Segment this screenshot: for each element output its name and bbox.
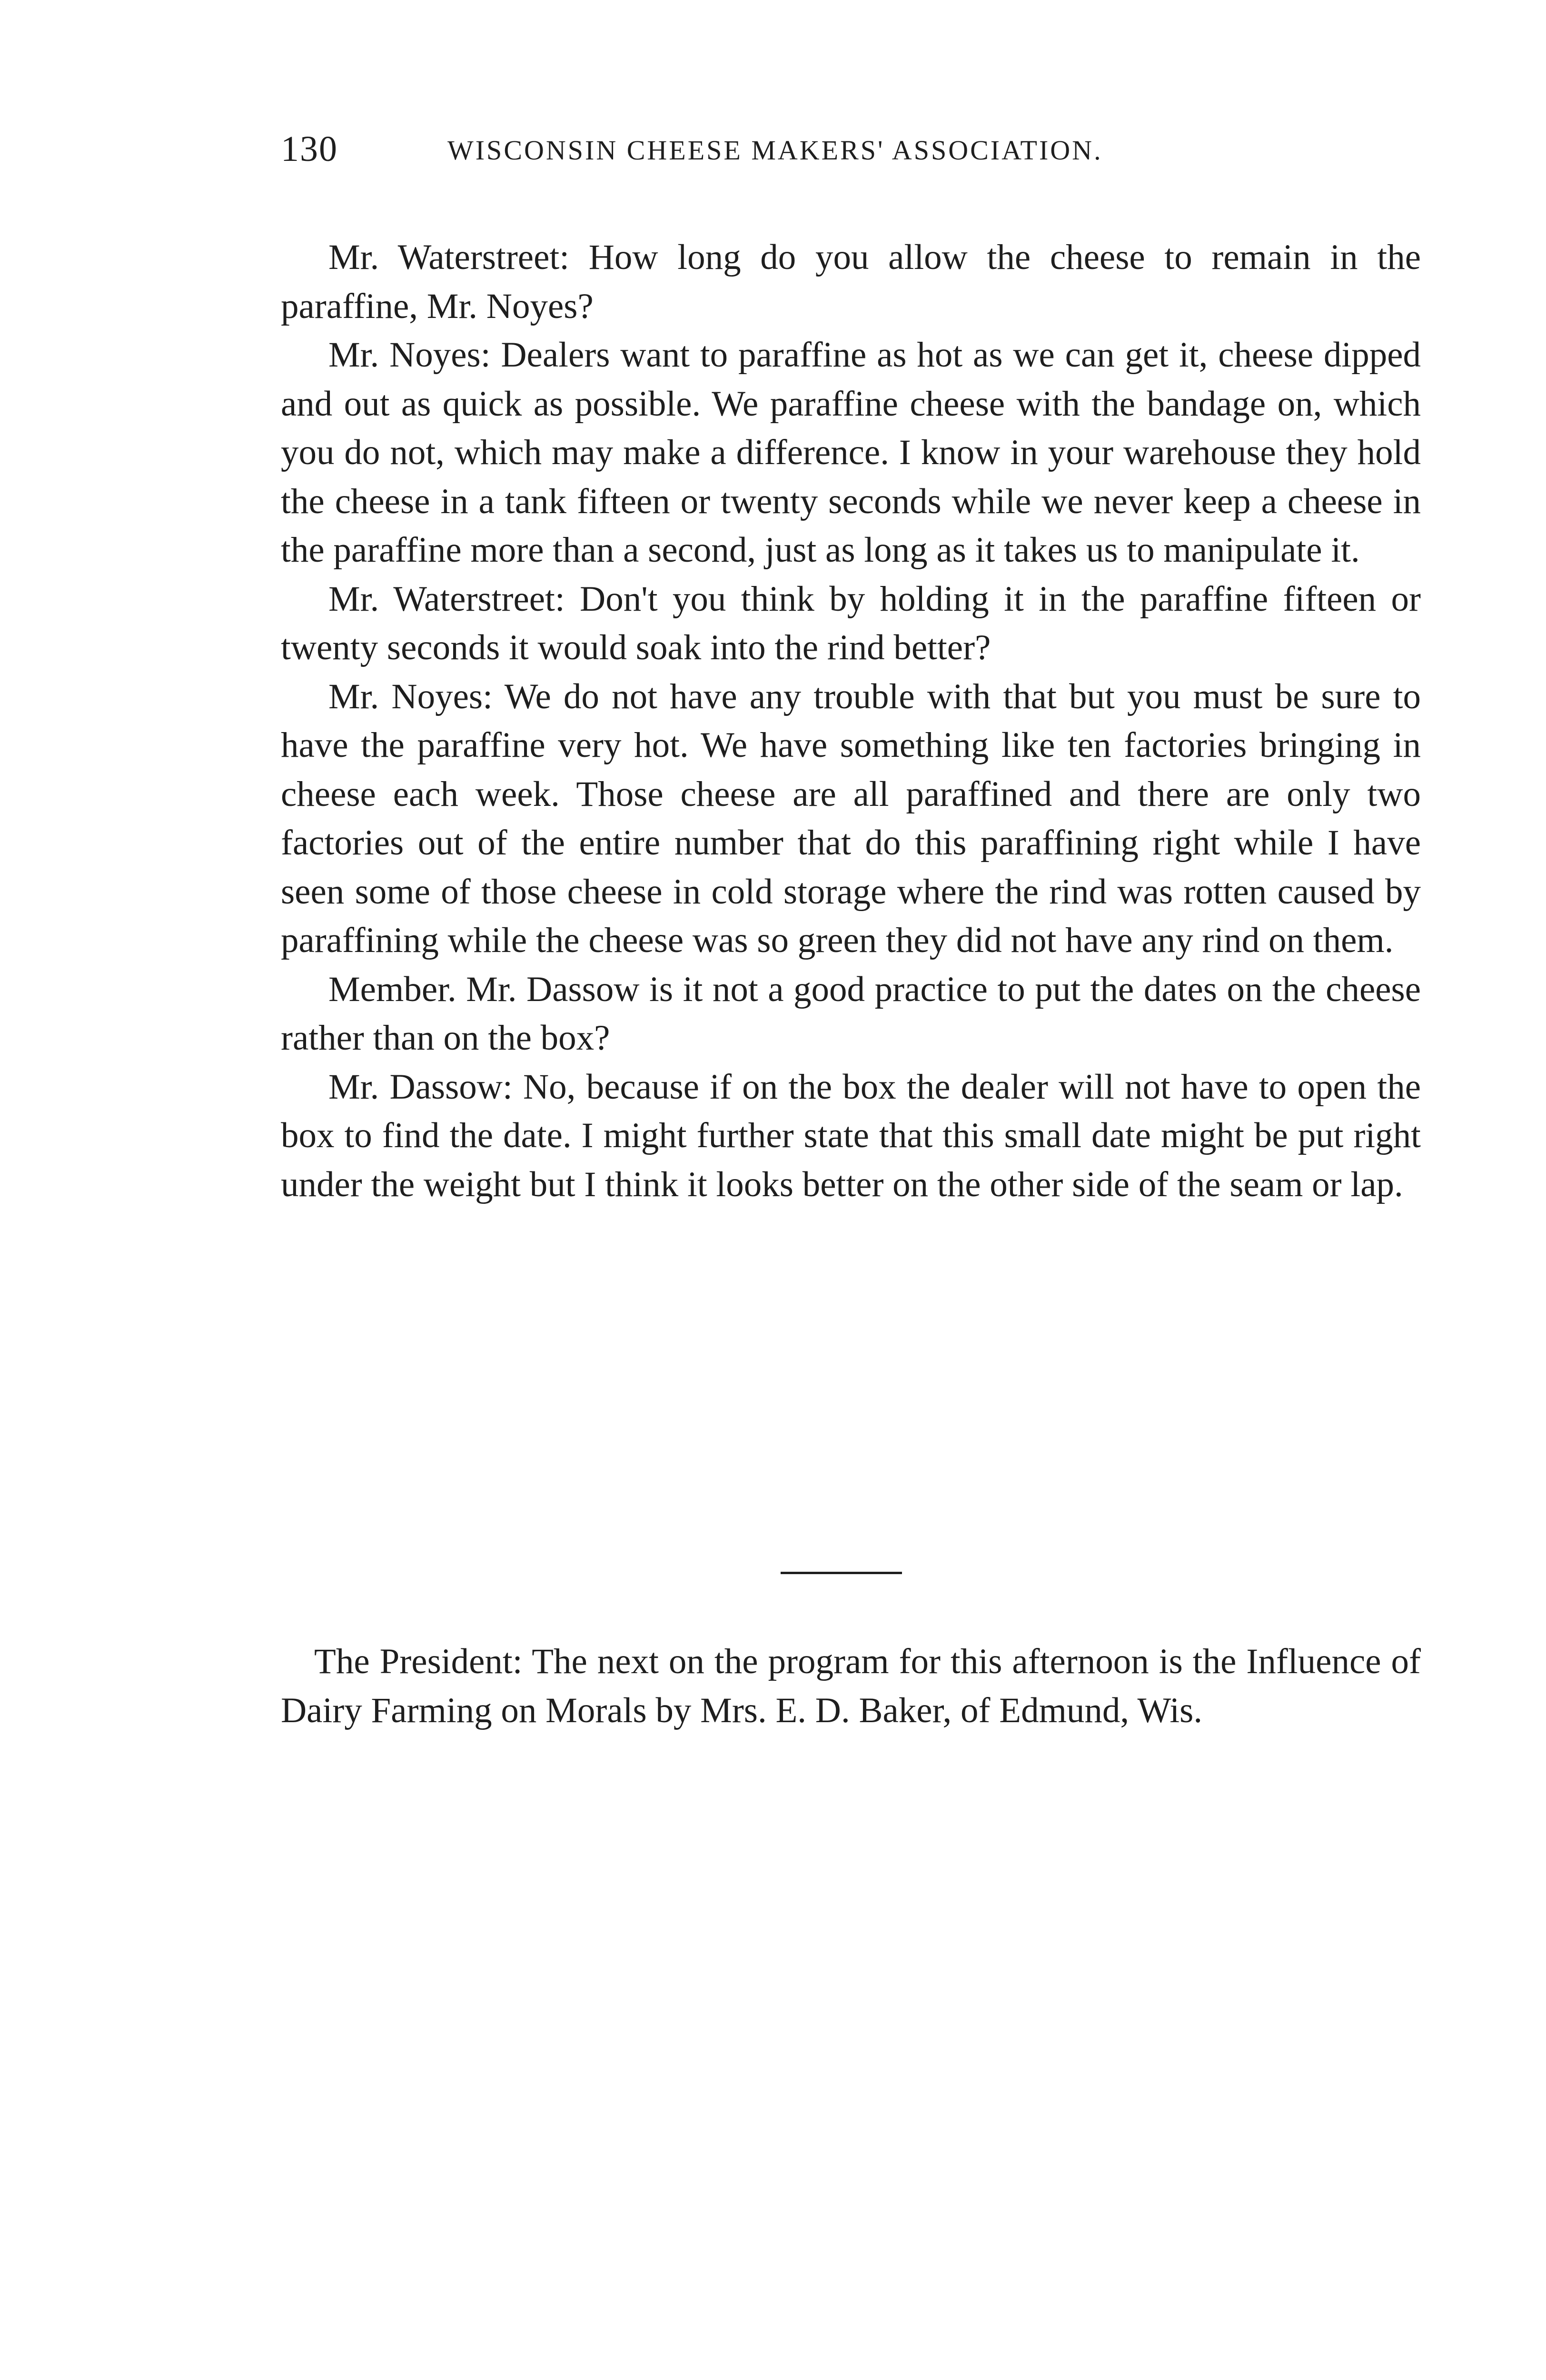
section-divider — [781, 1572, 902, 1574]
paragraph: Mr. Waterstreet: Don't you think by holding it in the paraffine fifteen or twenty seconds it would soak into the rind better? — [281, 579, 1421, 667]
page-header — [281, 129, 1271, 186]
paragraph: Mr. Dassow: No, because if on the box the dealer will not have to open the box to find the date. I might further state that this small date might be put right under the weight but I think it looks better on the other side of the seam or lap. — [281, 1067, 1421, 1204]
paragraph: Mr. Waterstreet: How long do you allow the cheese to remain in the paraffine, Mr. Noyes? — [281, 238, 1421, 326]
running-title: WISCONSIN CHEESE MAKERS' ASSOCIATION. — [447, 135, 1103, 166]
paragraph: Mr. Noyes: We do not have any trouble with that but you must be sure to have the paraffine very hot. We have something like ten factories bringing in cheese each week. Those cheese are all paraffined and there are only two factories out of the entire number that do this paraffining right while I have seen some of those cheese in cold storage where the rind was rotten caused by paraffining while the cheese was so green they did not have any rind on them. — [281, 676, 1421, 960]
body-text — [281, 233, 1421, 1209]
closing-paragraph: The President: The next on the program for this afternoon is the Influence of Dairy Farming on Morals by Mrs. E. D. Baker, of Edmund, Wis. — [281, 1642, 1421, 1730]
paragraph: Mr. Noyes: Dealers want to paraffine as hot as we can get it, cheese dipped and out as quick as possible. We paraffine cheese with the bandage on, which you do not, which may make a difference. I know in your warehouse they hold the cheese in a tank fifteen or twenty seconds while we never keep a cheese in the paraffine more than a second, just as long as it takes us to manipulate it. — [281, 335, 1421, 570]
page-number: 130 — [281, 129, 338, 169]
paragraph: Member. Mr. Dassow is it not a good practice to put the dates on the cheese rather than on the box? — [281, 969, 1421, 1058]
closing-section — [281, 1637, 1421, 1735]
